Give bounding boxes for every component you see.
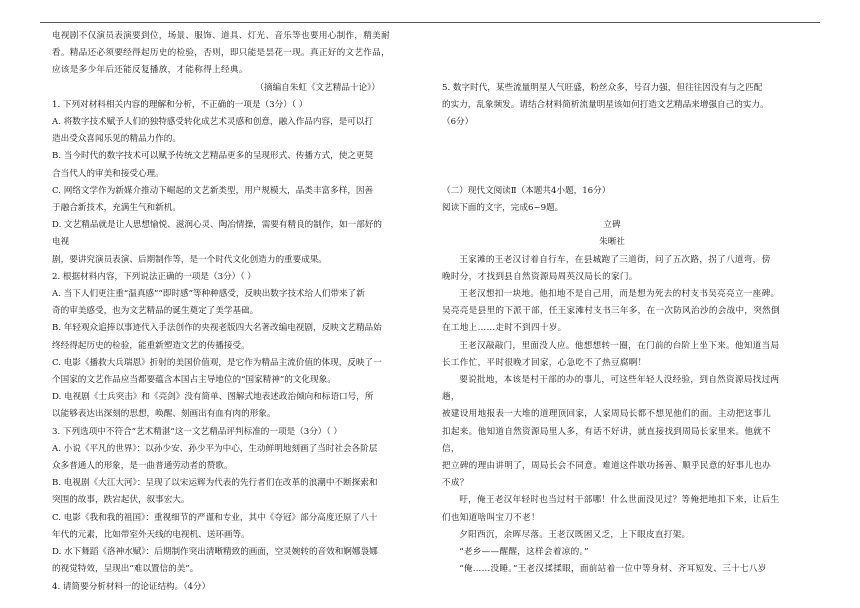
source-citation: （摘编自朱虹《文艺精品十论》） [255, 82, 380, 93]
q2-line: D. 电视剧《士兵突击》和《亮剑》没有简单、图解式地表述政治倾向和标语口号，所 [52, 392, 374, 403]
q1-line: A. 将数字技术赋予人们的独特感受转化成艺术灵感和创意，融入作品内容，是可以打 [52, 117, 374, 128]
spacer [442, 28, 782, 62]
story-line: 长工作忙，平时很晚才回家，心急吃不了热豆腐啊！ [442, 357, 647, 368]
question-5 [442, 80, 782, 132]
q5-line: 的实力，乱象频发。请结合材料简析流量明星该如何打造文艺精品来增强自己的实力。 [442, 99, 769, 110]
q3-line: 年代的元素，比如带室外天线的电视机、送环画等。 [52, 529, 250, 540]
question-1 [52, 97, 390, 269]
story-line: 吴亮亮是县里的下派干部，任王家滩村支书三年多，在一次防风治沙的会战中，突然倒 [442, 306, 780, 317]
q1-line: D. 文艺精品就是让人思想愉悦、滋润心灵、陶冶情操，需要有精良的制作，如一部好的电视 [52, 220, 383, 248]
q1-line: 于融合新技术，充满生气和新机。 [52, 203, 181, 214]
intro-line: 应该是多少年后还能反复播放，才能称得上经典。 [52, 65, 248, 76]
q3-line: B. 电视剧《大江大河》：呈现了以宋运辉为代表的先行者们在改革的浪潮中不断探索和 [52, 478, 378, 489]
q2-line: 以能够表达出深刻的思想，唤醒、刻画出有血有肉的形象。 [52, 409, 276, 420]
top-rule [40, 22, 820, 23]
q3-line: 3. 下列选项中不符合“艺术精湛”这一文艺精品评判标准的一项是（3分）（ ） [52, 426, 343, 437]
q5-line: （6分） [442, 116, 474, 127]
story-line: 把立碑的理由讲明了，周局长会不同意。难道这件歇功扬善、顺乎民意的好事儿也办 [442, 461, 772, 472]
question-2 [52, 269, 390, 424]
section-instruction: 阅读下面的文字，完成6~9题。 [442, 202, 564, 213]
q2-line: 终经得起历史的检验，能重新塑造文艺的传播接受。 [52, 340, 250, 351]
q2-line: 个国家的文艺作品应当都要蕴含本国占主导地位的“国家精神”的文化现象。 [52, 375, 336, 386]
story-body [442, 252, 782, 579]
story-line: 被建设用地报表一大堆的道理顶回家，人家周局长都不想见他们的面。主动把这事儿 [442, 409, 772, 420]
story-line: 王家滩的王老汉讨着自行车，在县城跑了三道街，问了五次路，拐了八道弯，傍 [459, 254, 771, 265]
q5-line: 5. 数字时代，某些流量明星人气旺盛，粉丝众多，号召力强，但往往因没有与之匹配 [442, 82, 763, 93]
q3-line: 的视觉特效，呈现出“难以置信的美”。 [52, 564, 199, 575]
q3-line: D. 水下舞蹈《洛神水赋》：后期制作突出清晰精致的画面，空灵婉转的音效和婀娜袅娜 [52, 547, 378, 558]
q2-line: C. 电影《播救大兵瑞恩》折射的美国价值观，是它作为精品主流价值的体现，反映了一 [52, 357, 382, 368]
right-column [442, 28, 782, 578]
story-line: 在工地上……走时不到四十岁。 [442, 323, 567, 334]
q1-line: 1. 下列对材料相关内容的理解和分析，不正确的一项是（3分）（ ） [52, 99, 308, 110]
story-line: 不成？ [442, 478, 469, 489]
question-3 [52, 424, 390, 579]
left-column [52, 28, 390, 596]
story-line: 王老汉敲敲门，里面没人应。他想想转一圈，在门前的台阶上坐下来。他知道当局 [459, 340, 780, 351]
intro-line: 看。精品还必须要经得起历史的检验，否则，即只能是昙花一现。真正好的文艺作品， [52, 48, 390, 59]
story-line: 们也知道啥叫宝刀不老！ [442, 512, 540, 523]
q1-line: 造出受众喜闻乐见的精品力作的。 [52, 134, 181, 145]
q1-line: 剧，要讲究演员表演、后期制作等，是一个时代文化创造力的重要成果。 [52, 254, 328, 265]
q3-line: C. 电影《我和我的祖国》：重视细节的严谨和专业，其中《夺冠》部分高度还原了八十 [52, 512, 378, 523]
story-line: 夕阳西沉，余晖尽落。王老汉既困又乏，上下眼皮直打架。 [459, 529, 691, 540]
q3-line: A. 小说《平凡的世界》：以孙少安、孙少平为中心，生动鲜明地刻画了当时社会各阶层 [52, 443, 378, 454]
story-line: “俺……没睡。”王老汉揉揉眼，面前站着一位中等身材、齐耳短发、三十七八岁 [459, 564, 767, 575]
q2-line: 2. 根据材料内容，下列说法正确的一项是（3分）（ ） [52, 271, 256, 282]
q2-line: B. 年轻观众追捧以事迹代入手法创作的央视老版四大名著改编电视剧，反映文艺精品始 [52, 323, 382, 334]
q2-line: 奇的审美感受，也为文艺精品的诞生奠定了美学基础。 [52, 306, 259, 317]
q3-line: 突围的故事，跌宕起伏，叙事宏大。 [52, 495, 190, 506]
answer-space [442, 131, 782, 165]
spacer [442, 62, 782, 79]
story-line: 要说批地，本该是村干部的办的事儿，可这些年轻人没经验，到自然资源局找过两趟， [442, 375, 780, 403]
q1-line: B. 当今时代的数字技术可以赋予传统文艺精品更多的呈现形式、传播方式，使之更契 [52, 151, 374, 162]
q2-line: A. 当下人们更注重“温真感”“即时感”等种种感受，反映出数字技术给人们带来了新 [52, 289, 365, 300]
story-title: 立碑 [603, 220, 621, 231]
section-heading: （二）现代文阅读Ⅱ（本题共4小题，16分） [442, 185, 611, 196]
story-line: 吁，俺王老汉年轻时也当过村干部哪！什么世面没见过？等俺把地扣下来，让后生 [459, 495, 780, 506]
question-4: 4. 请简要分析材料一的论证结构。（4分） [52, 581, 211, 592]
q1-line: 合当代人的审美和接受心理。 [52, 168, 164, 179]
story-line: 王老汉想扣一块地。他扣地不是自己用，而是想为死去的村支书吴亮亮立一座碑。 [459, 288, 780, 299]
story-line: 晚时分，才找到县自然资源局周英汉局长的家门。 [442, 271, 638, 282]
q3-line: 众多普通人的形象，是一曲普通劳动者的赞歌。 [52, 461, 233, 472]
answer-space [442, 166, 782, 183]
story-line: “老乡——醒醒，这样会着凉的。” [459, 547, 589, 558]
q1-line: C. 网络文学作为新媒介推动下崛起的文艺新类型，用户规模大，品类丰富多样，因善 [52, 185, 374, 196]
intro-line: 电视剧不仅演员表演要到位，场景、服饰、道具、灯光、音乐等也要用心制作，精美耐 [52, 31, 390, 41]
story-line: 扣起来。他知道自然资源局里人多，有话不好讲，就直接找到周局长家里来。他就不信， [442, 426, 772, 454]
story-author: 朱晰社 [599, 237, 625, 248]
intro-passage [52, 28, 390, 80]
